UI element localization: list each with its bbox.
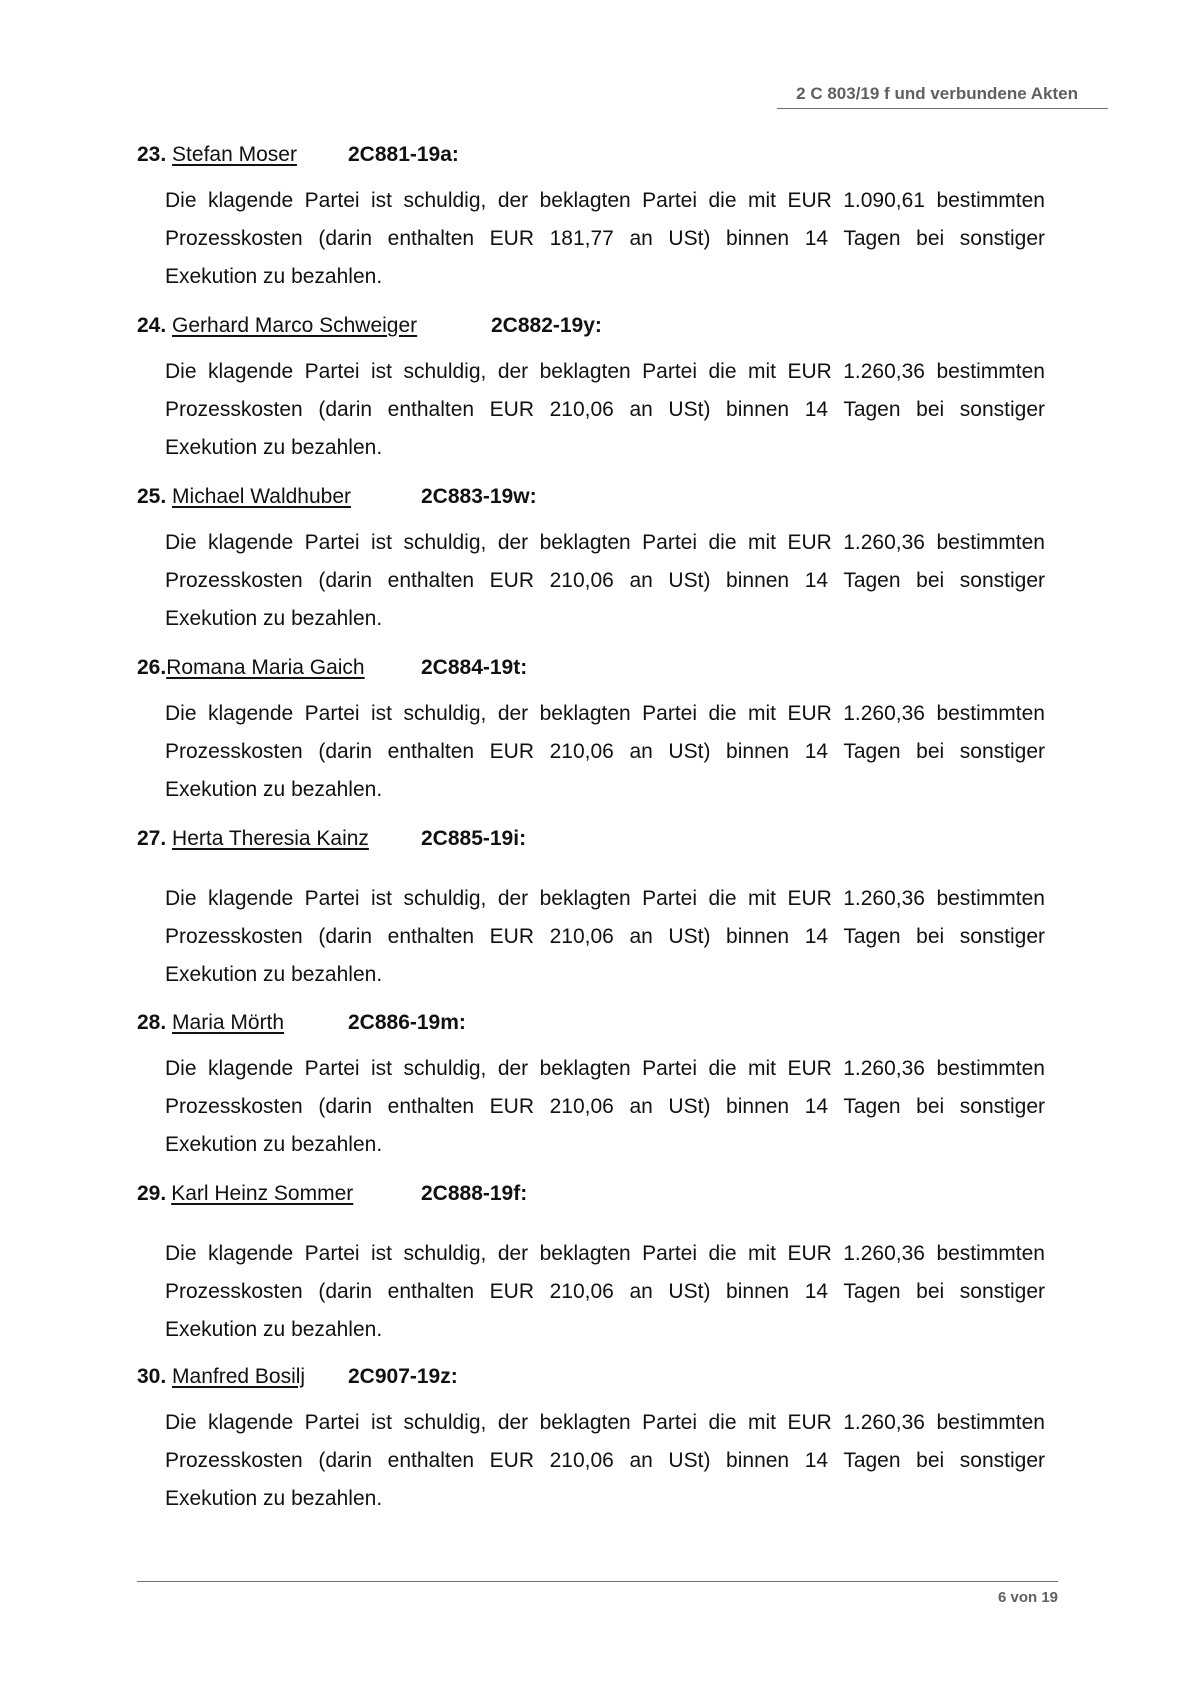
entry-heading xyxy=(137,484,1047,510)
ruling-line: Prozesskosten (darin enthalten EUR 210,06 an USt) binnen 14 Tagen bei sonstiger xyxy=(165,1449,1045,1472)
ruling-line: Die klagende Partei ist schuldig, der beklagten Partei die mit EUR 1.260,36 bestimmten xyxy=(165,1242,1045,1265)
cost-ruling-entry xyxy=(137,142,1047,296)
ruling-line: Prozesskosten (darin enthalten EUR 210,06 an USt) binnen 14 Tagen bei sonstiger xyxy=(165,569,1045,592)
ruling-line: Die klagende Partei ist schuldig, der beklagten Partei die mit EUR 1.260,36 bestimmten xyxy=(165,1411,1045,1434)
ruling-line: Prozesskosten (darin enthalten EUR 210,06 an USt) binnen 14 Tagen bei sonstiger xyxy=(165,1095,1045,1118)
ruling-line: Die klagende Partei ist schuldig, der beklagten Partei die mit EUR 1.260,36 bestimmten xyxy=(165,360,1045,383)
ruling-text xyxy=(165,695,1045,809)
entry-number: 27. xyxy=(137,827,167,850)
entry-heading xyxy=(137,655,1047,681)
entry-number: 28. xyxy=(137,1011,167,1034)
party-name: Karl Heinz Sommer xyxy=(171,1182,354,1205)
party-name: Michael Waldhuber xyxy=(172,485,352,508)
cost-ruling-entry xyxy=(137,1010,1047,1164)
case-number: 2C883-19w: xyxy=(421,485,537,508)
ruling-line: Exekution zu bezahlen. xyxy=(165,1133,383,1156)
ruling-text xyxy=(165,182,1045,296)
entry-number: 24. xyxy=(137,314,167,337)
case-number: 2C881-19a: xyxy=(348,143,459,166)
cost-ruling-entry xyxy=(137,826,1047,994)
party-name: Manfred Bosilj xyxy=(172,1365,306,1388)
party-name: Gerhard Marco Schweiger xyxy=(172,314,418,337)
ruling-line: Die klagende Partei ist schuldig, der beklagten Partei die mit EUR 1.260,36 bestimmten xyxy=(165,887,1045,910)
entry-number: 29. xyxy=(137,1182,167,1205)
ruling-line: Die klagende Partei ist schuldig, der beklagten Partei die mit EUR 1.260,36 bestimmten xyxy=(165,702,1045,725)
ruling-text xyxy=(165,353,1045,467)
case-number: 2C884-19t: xyxy=(421,656,528,679)
ruling-line: Prozesskosten (darin enthalten EUR 210,06 an USt) binnen 14 Tagen bei sonstiger xyxy=(165,740,1045,763)
entry-heading xyxy=(137,1364,1047,1390)
entry-heading xyxy=(137,826,1047,852)
ruling-line: Exekution zu bezahlen. xyxy=(165,607,383,630)
case-number: 2C885-19i: xyxy=(421,827,527,850)
entry-heading xyxy=(137,142,1047,168)
ruling-line: Exekution zu bezahlen. xyxy=(165,963,383,986)
ruling-line: Die klagende Partei ist schuldig, der beklagten Partei die mit EUR 1.090,61 bestimmten xyxy=(165,189,1045,212)
entry-number: 30. xyxy=(137,1365,167,1388)
ruling-line: Exekution zu bezahlen. xyxy=(165,1318,383,1341)
page-number: 6 von 19 xyxy=(997,1589,1058,1606)
document-reference-header: 2 C 803/19 f und verbundene Akten xyxy=(777,84,1108,109)
case-number: 2C882-19y: xyxy=(491,314,602,337)
ruling-text xyxy=(165,1050,1045,1164)
ruling-line: Prozesskosten (darin enthalten EUR 181,77 an USt) binnen 14 Tagen bei sonstiger xyxy=(165,227,1045,250)
cost-ruling-entry xyxy=(137,313,1047,467)
cost-ruling-entry xyxy=(137,1364,1047,1518)
cost-ruling-entry xyxy=(137,484,1047,638)
ruling-line: Exekution zu bezahlen. xyxy=(165,1487,383,1510)
entry-number: 26. xyxy=(137,656,167,679)
cost-ruling-entry xyxy=(137,655,1047,809)
party-name: Herta Theresia Kainz xyxy=(172,827,369,850)
entry-heading xyxy=(137,1181,1047,1207)
ruling-line: Die klagende Partei ist schuldig, der beklagten Partei die mit EUR 1.260,36 bestimmten xyxy=(165,1057,1045,1080)
ruling-line: Prozesskosten (darin enthalten EUR 210,06 an USt) binnen 14 Tagen bei sonstiger xyxy=(165,1280,1045,1303)
ruling-text xyxy=(165,1235,1045,1349)
party-name: Maria Mörth xyxy=(172,1011,285,1034)
cost-ruling-entry xyxy=(137,1181,1047,1349)
ruling-line: Die klagende Partei ist schuldig, der beklagten Partei die mit EUR 1.260,36 bestimmten xyxy=(165,531,1045,554)
entry-number: 25. xyxy=(137,485,167,508)
entry-heading xyxy=(137,313,1047,339)
case-number: 2C888-19f: xyxy=(421,1182,528,1205)
entry-heading xyxy=(137,1010,1047,1036)
footer-divider xyxy=(137,1581,1058,1582)
ruling-line: Prozesskosten (darin enthalten EUR 210,06 an USt) binnen 14 Tagen bei sonstiger xyxy=(165,398,1045,421)
entry-number: 23. xyxy=(137,143,167,166)
case-number: 2C886-19m: xyxy=(348,1011,466,1034)
ruling-line: Prozesskosten (darin enthalten EUR 210,06 an USt) binnen 14 Tagen bei sonstiger xyxy=(165,925,1045,948)
ruling-line: Exekution zu bezahlen. xyxy=(165,778,383,801)
ruling-text xyxy=(165,1404,1045,1518)
ruling-line: Exekution zu bezahlen. xyxy=(165,265,383,288)
ruling-text xyxy=(165,524,1045,638)
party-name: Stefan Moser xyxy=(172,143,297,166)
ruling-line: Exekution zu bezahlen. xyxy=(165,436,383,459)
case-number: 2C907-19z: xyxy=(348,1365,458,1388)
ruling-text xyxy=(165,880,1045,994)
party-name: Romana Maria Gaich xyxy=(166,656,365,679)
